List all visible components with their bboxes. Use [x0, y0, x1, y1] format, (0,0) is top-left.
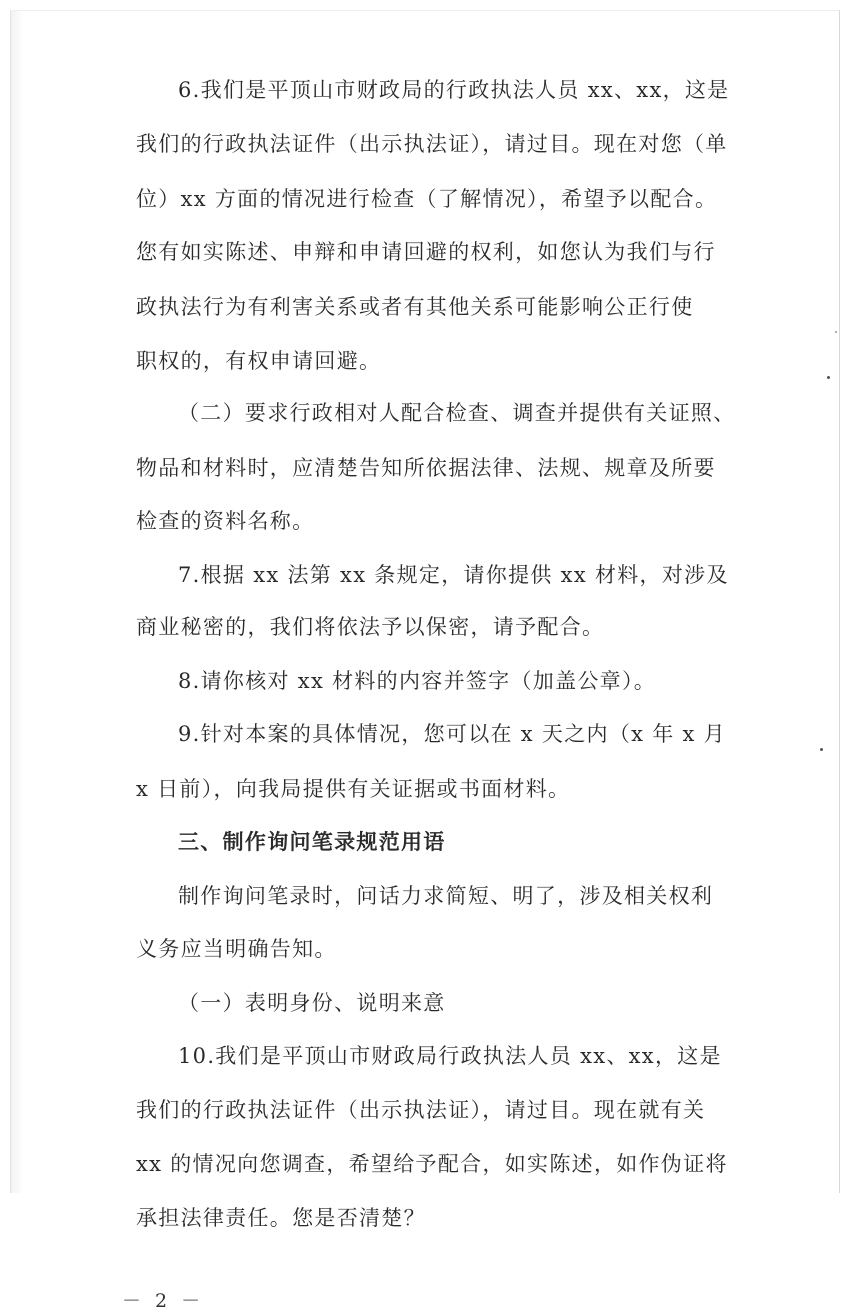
section-3-heading: 三、制作询问笔录规范用语	[178, 830, 446, 854]
paragraph-10-line-1: 10.我们是平顶山市财政局行政执法人员 xx、xx，这是	[178, 1044, 722, 1068]
paragraph-7-line-1: 7.根据 xx 法第 xx 条规定，请你提供 xx 材料，对涉及	[178, 563, 729, 587]
paragraph-9-line-1: 9.针对本案的具体情况，您可以在 x 天之内（x 年 x 月	[178, 722, 726, 746]
paragraph-6-line-3: 位）xx 方面的情况进行检查（了解情况），希望予以配合。	[136, 187, 718, 211]
paragraph-6-line-2: 我们的行政执法证件（出示执法证），请过目。现在对您（单	[136, 132, 728, 156]
paragraph-10-line-2: 我们的行政执法证件（出示执法证），请过目。现在就有关	[136, 1098, 706, 1122]
paragraph-7-line-2: 商业秘密的，我们将依法予以保密，请予配合。	[136, 615, 605, 639]
scan-edge-shadow	[11, 11, 23, 1193]
section-2-line-2: 物品和材料时，应清楚告知所依据法律、法规、规章及所要	[136, 456, 716, 480]
page-number: － 2 －	[122, 1290, 205, 1312]
subsection-1-heading: （一）表明身份、说明来意	[178, 991, 446, 1015]
paragraph-6-line-4: 您有如实陈述、申辩和申请回避的权利，如您认为我们与行	[136, 240, 716, 264]
scan-speck	[820, 748, 823, 751]
paragraph-10-line-3: xx 的情况向您调查，希望给予配合，如实陈述，如作伪证将	[136, 1152, 728, 1176]
paragraph-6-line-5: 政执法行为有利害关系或者有其他关系可能影响公正行使	[136, 295, 694, 319]
paragraph-10-line-4: 承担法律责任。您是否清楚？	[136, 1206, 426, 1230]
section-3-intro-line-1: 制作询问笔录时，问话力求简短、明了，涉及相关权利	[178, 884, 714, 908]
section-2-line-1: （二）要求行政相对人配合检查、调查并提供有关证照、	[178, 401, 736, 425]
section-3-intro-line-2: 义务应当明确告知。	[136, 937, 337, 961]
paragraph-8: 8.请你核对 xx 材料的内容并签字（加盖公章）。	[178, 669, 657, 693]
section-2-line-3: 检查的资料名称。	[136, 509, 315, 533]
paragraph-9-line-2: x 日前），向我局提供有关证据或书面材料。	[136, 777, 571, 801]
scan-speck	[827, 376, 830, 379]
paragraph-6-line-6: 职权的，有权申请回避。	[136, 349, 382, 373]
paragraph-6-line-1: 6.我们是平顶山市财政局的行政执法人员 xx、xx，这是	[178, 78, 730, 102]
scan-speck	[835, 331, 837, 333]
